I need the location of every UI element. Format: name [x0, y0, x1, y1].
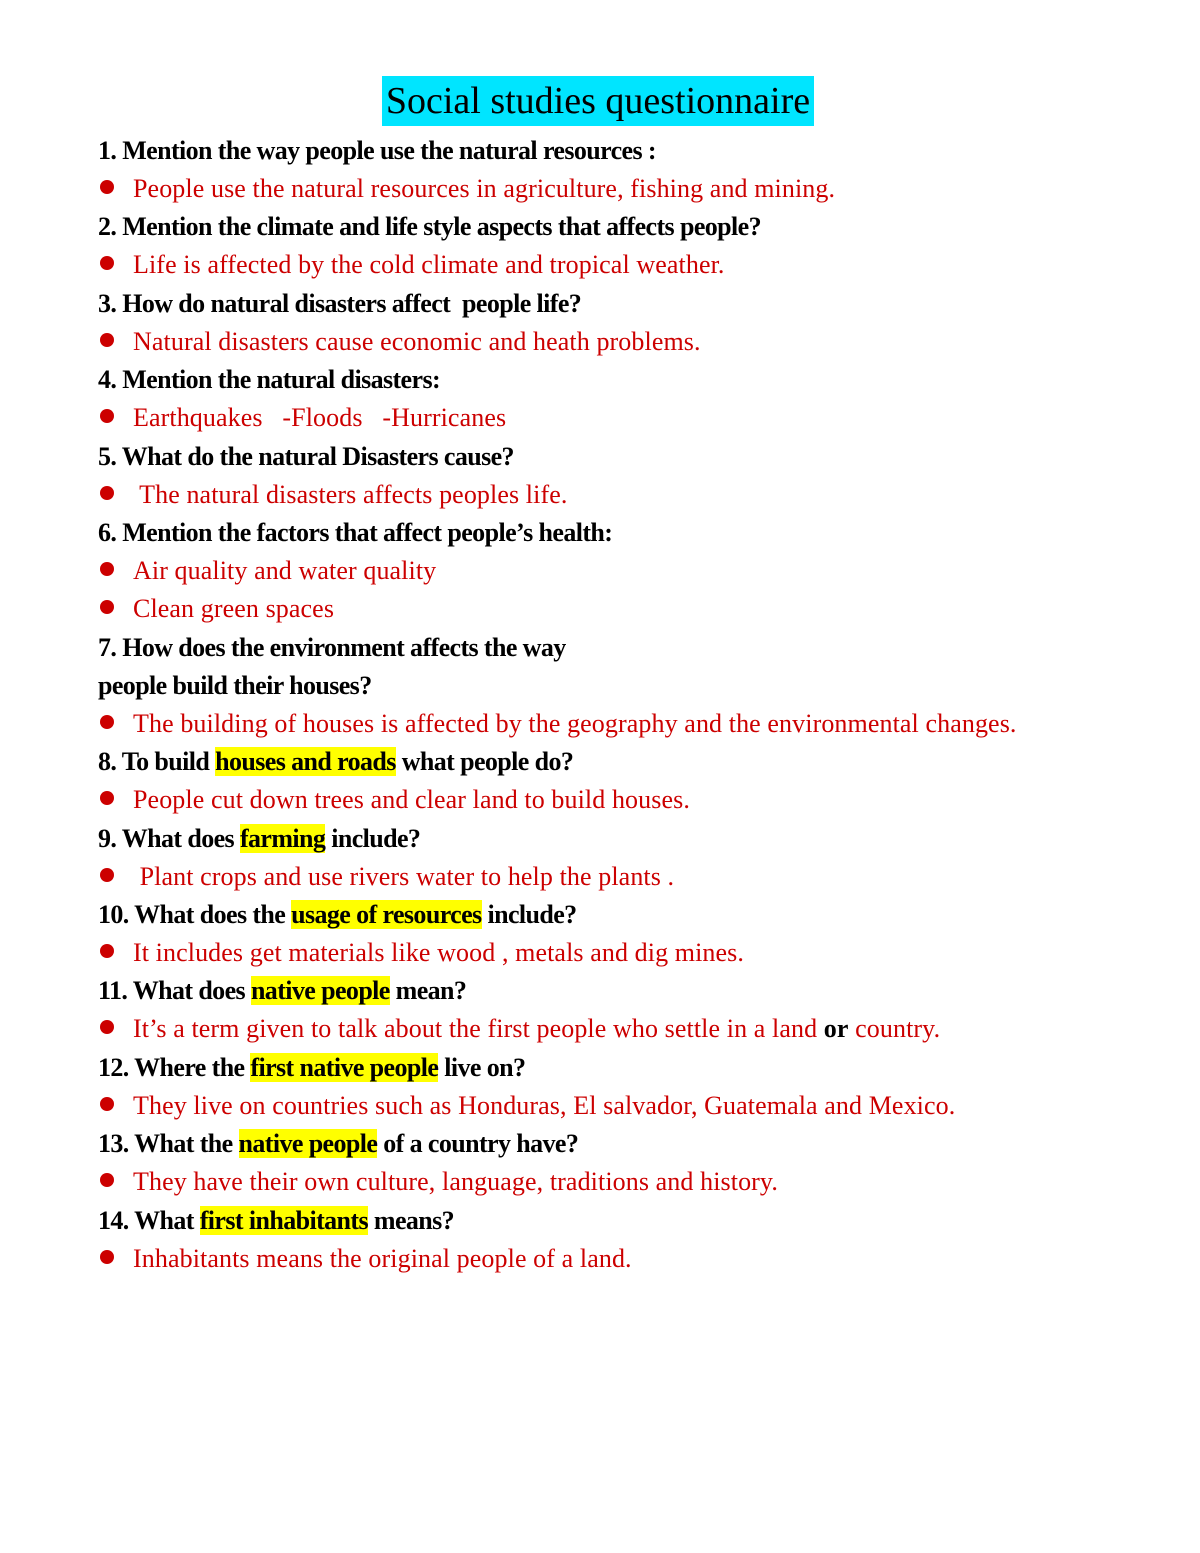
answer-7: The building of houses is affected by the geography and the environmental changes.	[98, 705, 1098, 743]
question-7-line-2: people build their houses?	[98, 670, 372, 700]
question-12: 12. Where the first native people live on?	[98, 1052, 526, 1082]
answer-6b: Clean green spaces	[98, 590, 1098, 628]
highlight: farming	[239, 823, 326, 853]
question-3: 3. How do natural disasters affect people life?	[98, 288, 582, 318]
highlight: usage of resources	[291, 900, 482, 930]
question-6: 6. Mention the factors that affect people’s health:	[98, 518, 613, 548]
bullet-icon	[100, 868, 114, 882]
question-1: 1. Mention the way people use the natural resources :	[98, 136, 656, 165]
question-10: 10. What does the usage of resources include?	[98, 900, 577, 930]
highlight: first native people	[250, 1052, 439, 1082]
question-5: 5. What do the natural Disasters cause?	[98, 441, 514, 471]
highlight: native people	[238, 1129, 378, 1159]
question-9: 9. What does farming include?	[98, 823, 421, 853]
answer-8: People cut down trees and clear land to build houses.	[98, 781, 1098, 819]
answer-13: They have their own culture, language, traditions and history.	[98, 1163, 1098, 1201]
question-13: 13. What the native people of a country have?	[98, 1129, 579, 1159]
answer-5: The natural disasters affects peoples life.	[98, 476, 1098, 514]
question-11: 11. What does native people mean?	[98, 976, 467, 1006]
answer-3: Natural disasters cause economic and heath problems.	[98, 323, 1098, 361]
question-14: 14. What first inhabitants means?	[98, 1205, 455, 1235]
bullet-icon	[100, 1097, 114, 1111]
bullet-icon	[100, 1020, 114, 1034]
bullet-icon	[100, 715, 114, 729]
answer-14: Inhabitants means the original people of a land.	[98, 1240, 1098, 1278]
bullet-icon	[100, 600, 114, 614]
question-7-line-1: 7. How does the environment affects the way	[98, 632, 566, 662]
answer-6a: Air quality and water quality	[98, 552, 1098, 590]
answer-4: Earthquakes -Floods -Hurricanes	[98, 399, 1098, 437]
bullet-icon	[100, 486, 114, 500]
bullet-icon	[100, 256, 114, 270]
highlight: houses and roads	[215, 747, 396, 777]
document-title: Social studies questionnaire	[382, 76, 814, 126]
question-2: 2. Mention the climate and life style aspects that affects people?	[98, 212, 761, 242]
bullet-icon	[100, 409, 114, 423]
question-4: 4. Mention the natural disasters:	[98, 365, 441, 395]
highlight: native people	[250, 976, 390, 1006]
title-container	[98, 76, 1098, 128]
highlight: first inhabitants	[199, 1205, 368, 1235]
bullet-icon	[100, 791, 114, 805]
bullet-icon	[100, 180, 114, 194]
answer-9: Plant crops and use rivers water to help the plants .	[98, 858, 1098, 896]
answer-10: It includes get materials like wood , metals and dig mines.	[98, 934, 1098, 972]
bullet-icon	[100, 1250, 114, 1264]
bullet-icon	[100, 1173, 114, 1187]
question-8: 8. To build houses and roads what people do?	[98, 747, 574, 777]
bullet-icon	[100, 333, 114, 347]
bullet-icon	[100, 562, 114, 576]
bullet-icon	[100, 944, 114, 958]
answer-1: People use the natural resources in agriculture, fishing and mining.	[98, 170, 1098, 208]
document-page	[98, 76, 1098, 1278]
answer-2: Life is affected by the cold climate and tropical weather.	[98, 246, 1098, 284]
answer-12: They live on countries such as Honduras, El salvador, Guatemala and Mexico.	[98, 1087, 1098, 1125]
answer-11: It’s a term given to talk about the first people who settle in a land or country.	[98, 1010, 1098, 1048]
